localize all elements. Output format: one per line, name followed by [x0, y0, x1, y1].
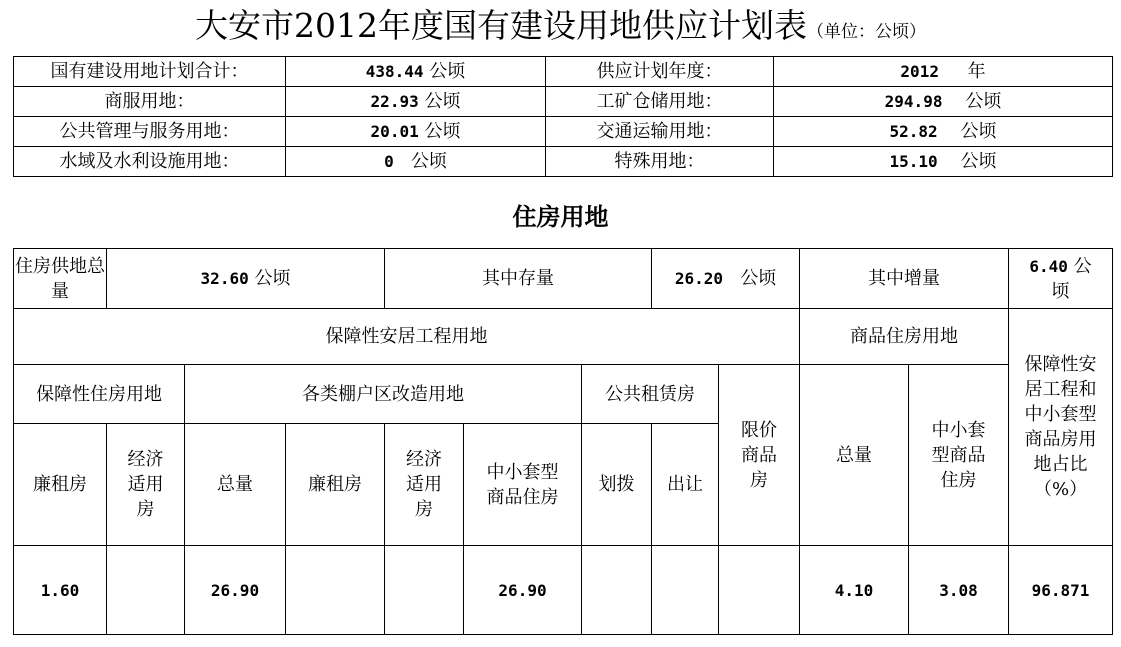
title-main: 大安市2012年度国有建设用地供应计划表 — [195, 6, 807, 45]
value-shanty-total: 26.90 — [185, 546, 286, 635]
header-huabo: 划拨 — [582, 424, 652, 546]
header-jingji: 经济适用房 — [107, 424, 185, 546]
housing-table — [13, 248, 1113, 635]
summary-label: 公共管理与服务用地： — [14, 117, 286, 147]
summary-label: 水域及水利设施用地： — [14, 147, 286, 177]
page-title — [0, 4, 1121, 54]
value-comm-total: 4.10 — [800, 546, 909, 635]
header-lianzu: 廉租房 — [14, 424, 107, 546]
table-row — [14, 249, 1113, 309]
summary-value: 22.93 公顷 — [286, 87, 546, 117]
header-shanty-jingji: 经济适用房 — [385, 424, 464, 546]
header-shanty-lianzu: 廉租房 — [286, 424, 385, 546]
value-comm-small: 3.08 — [909, 546, 1009, 635]
summary-label: 国有建设用地计划合计： — [14, 57, 286, 87]
header-ratio: 保障性安居工程和中小套型商品房用地占比（%） — [1009, 309, 1113, 546]
header-baozhang-housing: 保障性住房用地 — [14, 365, 185, 424]
header-shantytown: 各类棚户区改造用地 — [185, 365, 582, 424]
value-shanty-small: 26.90 — [464, 546, 582, 635]
table-row — [14, 365, 1113, 424]
table-row — [14, 309, 1113, 365]
summary-value: 2012 年 — [774, 57, 1113, 87]
stock-value: 26.20 公顷 — [652, 249, 800, 309]
header-baozhang-project: 保障性安居工程用地 — [14, 309, 800, 365]
value-jingji — [107, 546, 185, 635]
total-label: 住房供地总量 — [14, 249, 107, 309]
increment-value: 6.40 公顷 — [1009, 249, 1113, 309]
table-row — [14, 117, 1113, 147]
summary-value: 52.82 公顷 — [774, 117, 1113, 147]
header-price-limited: 限价商品房 — [719, 365, 800, 546]
section-title: 住房用地 — [512, 202, 609, 231]
total-value: 32.60 公顷 — [107, 249, 385, 309]
summary-value: 15.10 公顷 — [774, 147, 1113, 177]
summary-value: 0 公顷 — [286, 147, 546, 177]
summary-table — [13, 56, 1113, 177]
summary-label: 工矿仓储用地： — [546, 87, 774, 117]
header-comm-total: 总量 — [800, 365, 909, 546]
header-commercial-housing: 商品住房用地 — [800, 309, 1009, 365]
summary-label: 交通运输用地： — [546, 117, 774, 147]
summary-label: 特殊用地： — [546, 147, 774, 177]
value-price-limited — [719, 546, 800, 635]
title-unit: （单位：公顷） — [806, 22, 926, 42]
summary-value: 20.01 公顷 — [286, 117, 546, 147]
header-public-rental: 公共租赁房 — [582, 365, 719, 424]
table-row — [14, 57, 1113, 87]
table-row — [14, 147, 1113, 177]
summary-value: 438.44 公顷 — [286, 57, 546, 87]
summary-label: 供应计划年度： — [546, 57, 774, 87]
summary-label: 商服用地： — [14, 87, 286, 117]
stock-label: 其中存量 — [385, 249, 652, 309]
header-churang: 出让 — [652, 424, 719, 546]
table-row — [14, 546, 1113, 635]
value-ratio: 96.871 — [1009, 546, 1113, 635]
table-row — [14, 87, 1113, 117]
summary-value: 294.98 公顷 — [774, 87, 1113, 117]
increment-label: 其中增量 — [800, 249, 1009, 309]
header-shanty-small: 中小套型商品住房 — [464, 424, 582, 546]
value-lianzu: 1.60 — [14, 546, 107, 635]
value-shanty-lianzu — [286, 546, 385, 635]
header-comm-small: 中小套型商品住房 — [909, 365, 1009, 546]
value-huabo — [582, 546, 652, 635]
value-churang — [652, 546, 719, 635]
value-shanty-jingji — [385, 546, 464, 635]
header-shanty-total: 总量 — [185, 424, 286, 546]
